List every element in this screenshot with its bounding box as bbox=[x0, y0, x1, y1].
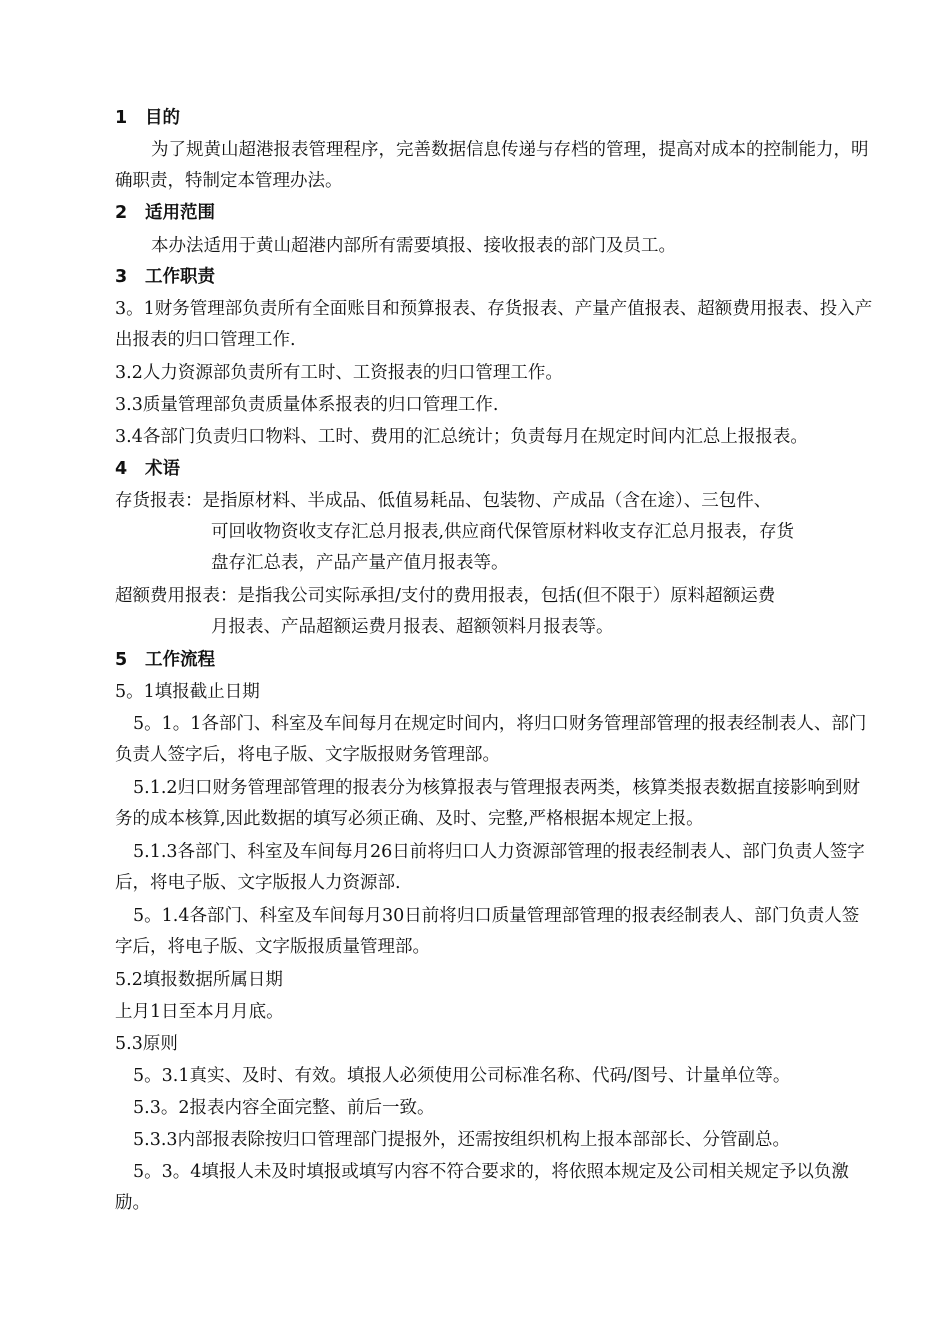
term-line: 可回收物资收支存汇总月报表,供应商代保管原材料收支存汇总月报表，存货 bbox=[211, 522, 795, 542]
section-3-heading bbox=[115, 262, 875, 293]
subsection-5-2-title: 5.2填报数据所属日期 bbox=[115, 970, 283, 990]
section-5-heading bbox=[115, 645, 875, 676]
section-1-heading bbox=[115, 103, 875, 134]
section-3-item: 3.3质量管理部负责质量体系报表的归口管理工作. bbox=[115, 395, 499, 415]
subsection-5-3-item: 5.3。2报表内容全面完整、前后一致。 bbox=[133, 1098, 435, 1118]
subsection-5-3-item: 5。3.1真实、及时、有效。填报人必须使用公司标准名称、代码/图号、计量单位等。 bbox=[133, 1066, 791, 1086]
section-3-item: 3。1财务管理部负责所有全面账目和预算报表、存货报表、产量产值报表、超额费用报表、投入产出报表的归口管理工作. bbox=[115, 299, 873, 350]
section-3-item: 3.4各部门负责归口物料、工时、费用的汇总统计；负责每月在规定时间内汇总上报报表。 bbox=[115, 427, 808, 447]
section-number: 5 bbox=[115, 650, 128, 670]
section-title: 适用范围 bbox=[145, 203, 215, 223]
subsection-5-3-item: 5.3.3内部报表除按归口管理部门提报外，还需按组织机构上报本部部长、分管副总。 bbox=[133, 1130, 791, 1150]
section-2-paragraph: 本办法适用于黄山超港内部所有需要填报、接收报表的部门及员工。 bbox=[151, 236, 676, 256]
term-line: 超额费用报表：是指我公司实际承担/支付的费用报表，包括(但不限于）原料超额运费 bbox=[115, 586, 776, 606]
term-line: 盘存汇总表，产品产量产值月报表等。 bbox=[211, 553, 509, 573]
term-excess-expense-report bbox=[115, 581, 875, 643]
section-1-paragraph: 为了规黄山超港报表管理程序，完善数据信息传递与存档的管理，提高对成本的控制能力，明确职责，特制定本管理办法。 bbox=[115, 140, 869, 191]
section-3-item: 3.2人力资源部负责所有工时、工资报表的归口管理工作。 bbox=[115, 363, 563, 383]
subsection-5-1-item: 5.1.3各部门、科室及车间每月26日前将归口人力资源部管理的报表经制表人、部门负责人签字后，将电子版、文字版报人力资源部. bbox=[115, 842, 865, 893]
section-number: 1 bbox=[115, 108, 128, 128]
term-line: 存货报表：是指原材料、半成品、低值易耗品、包装物、产成品（含在途）、三包件、 bbox=[115, 491, 772, 511]
section-title: 术语 bbox=[145, 459, 180, 479]
section-number: 4 bbox=[115, 459, 128, 479]
section-number: 2 bbox=[115, 203, 128, 223]
section-title: 工作流程 bbox=[145, 650, 215, 670]
subsection-5-2-text: 上月1日至本月月底。 bbox=[115, 1002, 284, 1022]
term-inventory-report bbox=[115, 486, 875, 579]
subsection-5-3-item: 5。3。4填报人未及时填报或填写内容不符合要求的，将依照本规定及公司相关规定予以负激励。 bbox=[115, 1162, 849, 1213]
section-number: 3 bbox=[115, 267, 128, 287]
subsection-5-1-item: 5.1.2归口财务管理部管理的报表分为核算报表与管理报表两类，核算类报表数据直接影响到财务的成本核算,因此数据的填写必须正确、及时、完整,严格根据本规定上报。 bbox=[115, 778, 861, 829]
section-title: 工作职责 bbox=[145, 267, 215, 287]
section-title: 目的 bbox=[145, 108, 180, 128]
subsection-5-1-title: 5。1填报截止日期 bbox=[115, 682, 260, 702]
section-4-heading bbox=[115, 454, 875, 485]
subsection-5-1-item: 5。1.4各部门、科室及车间每月30日前将归口质量管理部管理的报表经制表人、部门负责人签字后，将电子版、文字版报质量管理部。 bbox=[115, 906, 860, 957]
subsection-5-1-item: 5。1。1各部门、科室及车间每月在规定时间内，将归口财务管理部管理的报表经制表人、部门负责人签字后，将电子版、文字版报财务管理部。 bbox=[115, 714, 867, 765]
section-2-heading bbox=[115, 198, 875, 229]
subsection-5-3-title: 5.3原则 bbox=[115, 1034, 178, 1054]
term-line: 月报表、产品超额运费月报表、超额领料月报表等。 bbox=[211, 617, 614, 637]
